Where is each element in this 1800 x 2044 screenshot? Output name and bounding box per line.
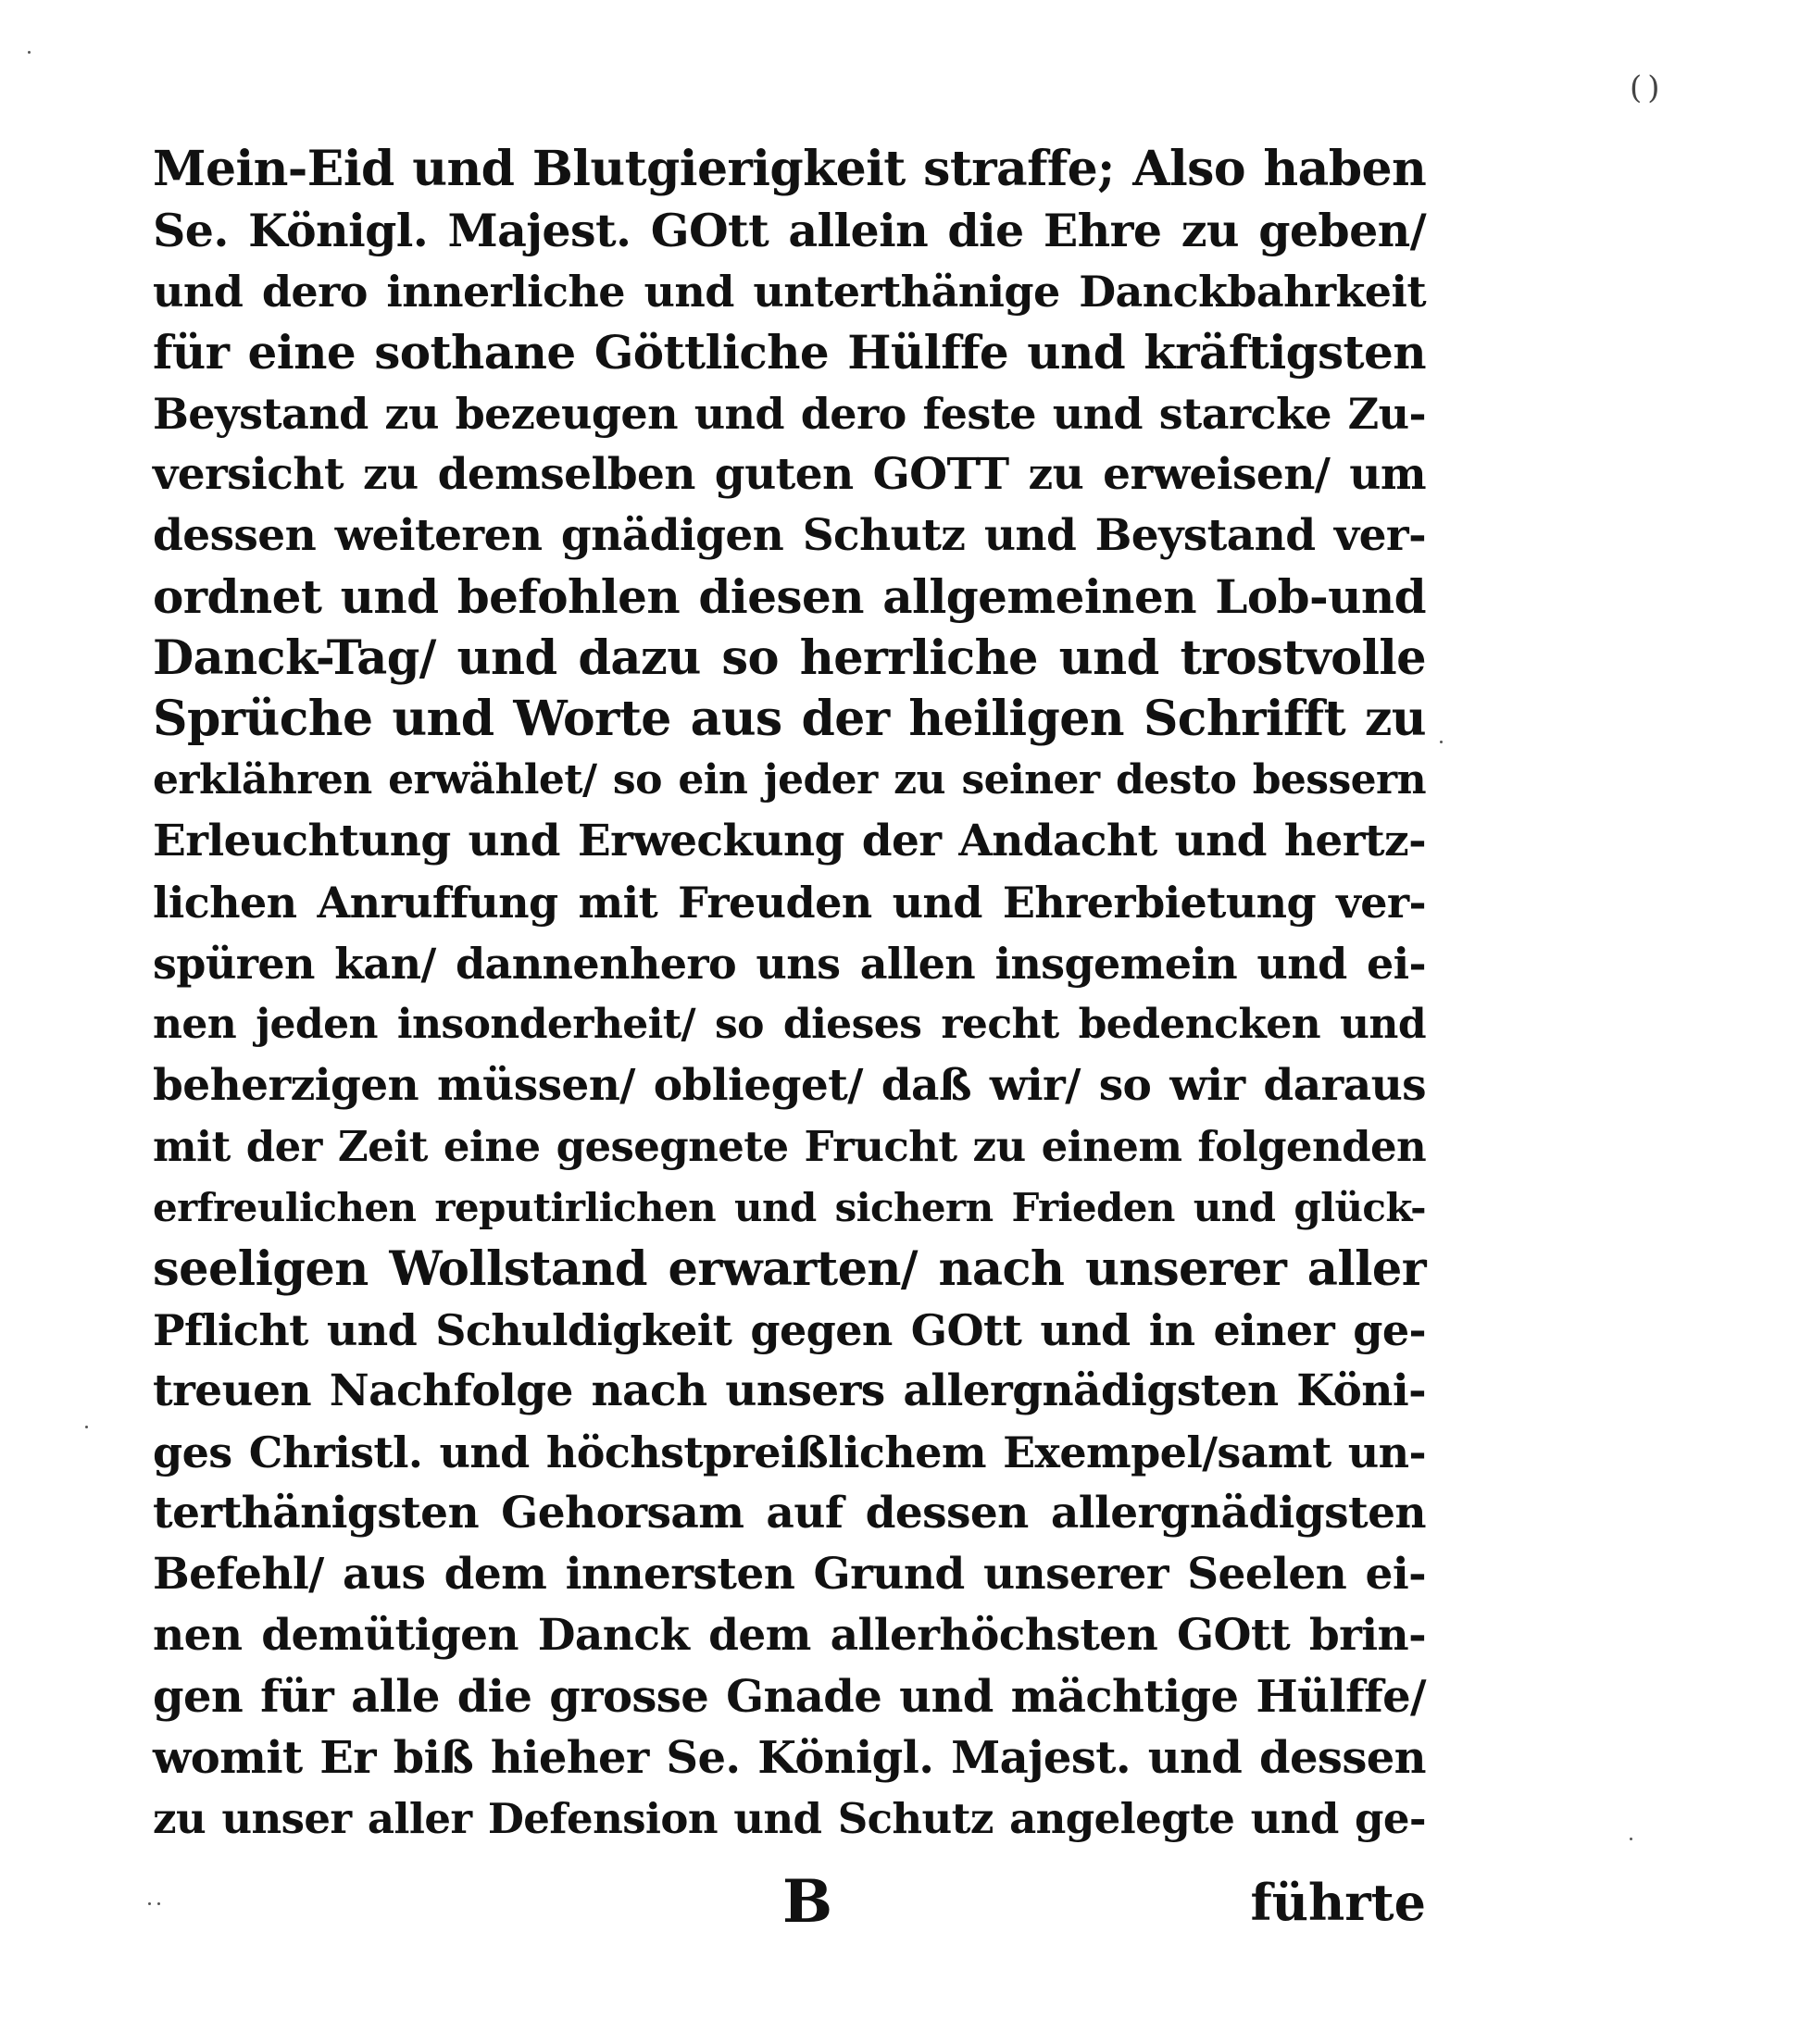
text-line: erklähren erwählet/ so ein jeder zu seiner desto bessern — [153, 756, 1426, 804]
scan-speck — [28, 51, 31, 54]
text-line: nen demütigen Danck dem allerhöchsten GOtt brin- — [153, 1610, 1426, 1661]
text-line: Sprüche und Worte aus der heiligen Schrifft zu — [153, 691, 1426, 747]
scan-speck — [1630, 1838, 1632, 1840]
text-line: Danck-Tag/ und dazu so herrliche und trostvolle — [153, 630, 1426, 686]
text-line: mit der Zeit eine gesegnete Frucht zu einem folgenden — [153, 1122, 1427, 1171]
scan-speck — [1440, 741, 1443, 743]
text-line: ges Christl. und höchstpreißlichem Exempel/samt un- — [153, 1427, 1426, 1477]
text-line: ordnet und befohlen diesen allgemeinen Lob-und — [153, 569, 1426, 624]
catchword: führte — [1250, 1873, 1426, 1932]
page-number-mark: () — [1630, 69, 1666, 106]
text-line: dessen weiteren gnädigen Schutz und Beystand ver- — [153, 510, 1426, 561]
scan-speck — [157, 1902, 160, 1905]
page-footer — [153, 1861, 1426, 1944]
text-line: Se. Königl. Majest. GOtt allein die Ehre zu geben/ — [153, 204, 1426, 257]
text-line: versicht zu demselben guten GOTT zu erweisen/ um — [153, 449, 1426, 500]
text-line: Erleuchtung und Erweckung der Andacht und hertz- — [153, 816, 1426, 866]
text-line: für eine sothane Göttliche Hülffe und kräftigsten — [153, 325, 1426, 380]
text-line: womit Er biß hieher Se. Königl. Majest. und dessen — [153, 1732, 1426, 1784]
text-line: lichen Anruffung mit Freuden und Ehrerbietung ver- — [153, 878, 1426, 928]
text-line: Mein-Eid und Blutgierigkeit straffe; Also haben — [153, 141, 1427, 197]
text-line: Befehl/ aus dem innersten Grund unserer Seelen ei- — [153, 1549, 1426, 1600]
signature-mark: B — [782, 1867, 833, 1937]
text-line: gen für alle die grosse Gnade und mächtige Hülffe/ — [153, 1671, 1426, 1723]
text-line: terthänigsten Gehorsam auf dessen allergnädigsten — [153, 1488, 1426, 1539]
text-line: Pflicht und Schuldigkeit gegen GOtt und in einer ge- — [153, 1305, 1426, 1355]
text-line: erfreulichen reputirlichen und sichern Frieden und glück- — [153, 1185, 1426, 1230]
scan-speck — [85, 1426, 88, 1428]
text-line: nen jeden insonderheit/ so dieses recht bedencken und — [153, 1001, 1426, 1048]
text-line: treuen Nachfolge nach unsers allergnädigsten Köni- — [153, 1365, 1426, 1416]
text-line: spüren kan/ dannenhero uns allen insgemein und ei- — [153, 939, 1426, 989]
text-line: zu unser aller Defension und Schutz angelegte und ge- — [153, 1794, 1426, 1843]
scan-speck — [148, 1902, 151, 1905]
body-text — [153, 139, 1426, 1850]
text-line: Beystand zu bezeugen und dero feste und starcke Zu- — [153, 389, 1426, 439]
text-line: beherzigen müssen/ oblieget/ daß wir/ so wir daraus — [153, 1060, 1426, 1111]
text-line: seeligen Wollstand erwarten/ nach unserer aller — [153, 1241, 1426, 1297]
text-line: und dero innerliche und unterthänige Danckbahrkeit — [153, 267, 1426, 317]
